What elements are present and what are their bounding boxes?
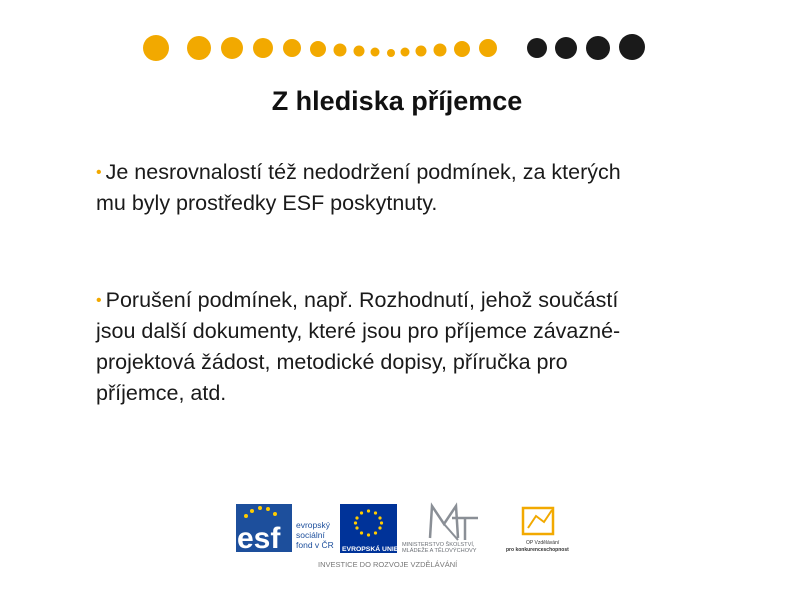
msmt-caption: MLÁDEŽE A TĚLOVÝCHOVY — [402, 548, 477, 554]
logo-strip — [0, 496, 794, 595]
bullet-item — [96, 285, 656, 409]
bullet-text: Je nesrovnalostí též nedodržení podmínek, za kterých mu byly prostředky ESF poskytnuty. — [96, 160, 621, 215]
msmt-logo — [402, 506, 478, 554]
esf-mark: esf — [237, 522, 281, 555]
op-vk-logo — [506, 508, 569, 553]
bullet-text: Porušení podmínek, např. Rozhodnutí, jehož součástí jsou další dokumenty, které jsou pro příjemce závazné- projektová žádost, metodické dopisy, příručka pro příjemce, atd. — [96, 288, 621, 405]
op-caption: pro konkurenceschopnost — [506, 547, 569, 553]
bullet-marker-icon: • — [96, 292, 102, 309]
esf-text-line: evropský — [296, 520, 331, 530]
eu-caption: EVROPSKÁ UNIE — [342, 546, 399, 553]
eu-logo — [340, 504, 399, 553]
op-caption: OP Vzdělávání — [526, 540, 560, 546]
msmt-caption: MINISTERSTVO ŠKOLSTVÍ, — [402, 542, 475, 548]
esf-text-line: fond v ČR — [296, 540, 334, 550]
slide-title: Z hlediska příjemce — [271, 86, 523, 116]
esf-logo — [236, 504, 334, 555]
esf-text-line: sociální — [296, 530, 325, 540]
footer-caption: INVESTICE DO ROZVOJE VZDĚLÁVÁNÍ — [318, 560, 458, 569]
bullet-item — [96, 157, 656, 219]
bullet-marker-icon: • — [96, 164, 102, 181]
decorative-dot-row — [0, 0, 794, 80]
